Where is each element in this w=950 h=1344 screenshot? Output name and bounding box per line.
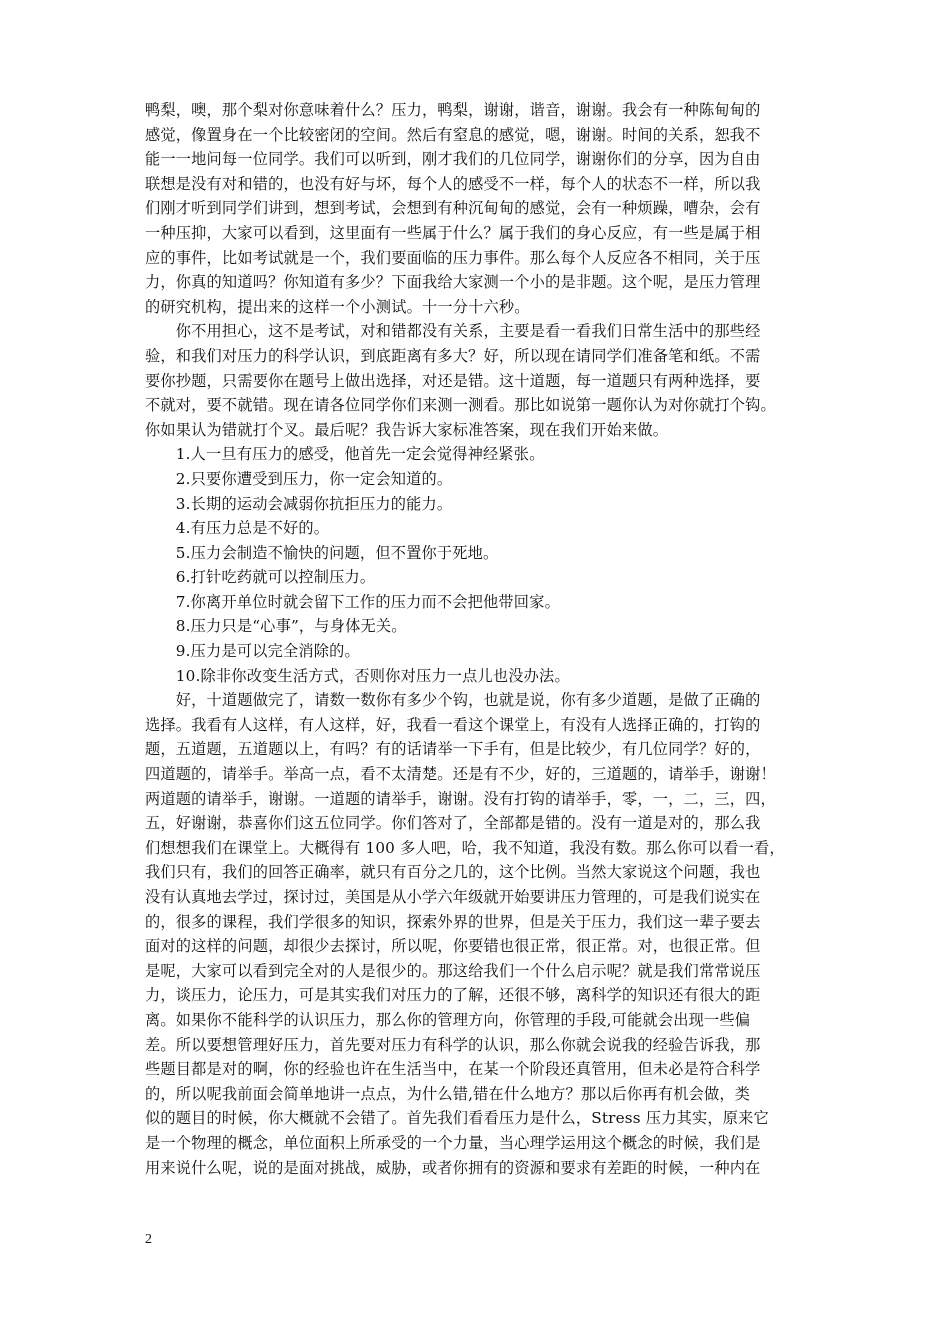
page-number: 2 (145, 1232, 152, 1247)
text-line: 是呢，大家可以看到完全对的人是很少的。那这给我们一个什么启示呢？就是我们常常说压 (145, 961, 761, 980)
text-line: 力，谈压力，论压力，可是其实我们对压力的了解，还很不够，离科学的知识还有很大的距 (145, 986, 761, 1005)
text-line: 4.有压力总是不好的。 (145, 519, 330, 538)
text-line: 的，所以呢我前面会简单地讲一点点，为什么错,错在什么地方？那以后你再有机会做，类 (145, 1084, 751, 1103)
text-line: 的研究机构，提出来的这样一个小测试。十一分十六秒。 (145, 297, 530, 316)
text-line: 一种压抑，大家可以看到，这里面有一些属于什么？属于我们的身心反应，有一些是属于相 (145, 223, 761, 242)
text-line: 差。所以要想管理好压力，首先要对压力有科学的认识，那么你就会说我的经验告诉我，那 (145, 1035, 761, 1054)
text-line: 10.除非你改变生活方式，否则你对压力一点儿也没办法。 (145, 666, 570, 685)
text-line: 8.压力只是“心事”，与身体无关。 (145, 617, 407, 636)
text-line: 的，很多的课程，我们学很多的知识，探索外界的世界，但是关于压力，我们这一辈子要去 (145, 912, 761, 931)
text-line: 题，五道题，五道题以上，有吗？有的话请举一下手有，但是比较少，有几位同学？好的， (145, 740, 761, 759)
text-line: 能一一地问每一位同学。我们可以听到，刚才我们的几位同学，谢谢你们的分享，因为自由 (145, 150, 761, 169)
text-line: 没有认真地去学过，探讨过，美国是从小学六年级就开始要讲压力管理的，可是我们说实在 (145, 888, 761, 906)
text-line: 四道题的，请举手。举高一点，看不太清楚。还是有不少，好的，三道题的，请举手，谢谢！ (145, 765, 776, 784)
text-line: 应的事件，比如考试就是一个，我们要面临的压力事件。那么每个人反应各不相同，关于压 (145, 248, 761, 267)
body-text (145, 98, 825, 1180)
text-line: 好，十道题做完了，请数一数你有多少个钩，也就是说，你有多少道题，是做了正确的 (145, 691, 761, 710)
text-line: 你如果认为错就打个叉。最后呢？我告诉大家标准答案，现在我们开始来做。 (145, 420, 669, 439)
text-line: 1.人一旦有压力的感受，他首先一定会觉得神经紧张。 (145, 445, 545, 464)
text-line: 9.压力是可以完全消除的。 (145, 642, 360, 661)
text-line: 两道题的请举手，谢谢。一道题的请举手，谢谢。没有打钩的请举手，零，一，二，三，四， (145, 789, 776, 808)
text-line: 些题目都是对的啊，你的经验也许在生活当中，在某一个阶段还真管用，但未必是符合科学 (145, 1060, 761, 1079)
text-line: 用来说什么呢，说的是面对挑战，威胁，或者你拥有的资源和要求有差距的时候，一种内在 (145, 1158, 761, 1177)
text-line: 验，和我们对压力的科学认识，到底距离有多大？好，所以现在请同学们准备笔和纸。不需 (145, 346, 761, 365)
text-line: 力，你真的知道吗？你知道有多少？下面我给大家测一个小的是非题。这个呢，是压力管理 (145, 273, 761, 292)
text-line: 是一个物理的概念，单位面积上所承受的一个力量，当心理学运用这个概念的时候，我们是 (145, 1133, 761, 1152)
text-line: 6.打针吃药就可以控制压力。 (145, 568, 376, 587)
text-line: 选择。我看有人这样，有人这样，好，我看一看这个课堂上，有没有人选择正确的，打钩的 (145, 715, 761, 734)
text-line: 2.只要你遭受到压力，你一定会知道的。 (145, 469, 453, 488)
text-line: 要你抄题，只需要你在题号上做出选择，对还是错。这十道题，每一道题只有两种选择，要 (145, 371, 761, 390)
text-line: 感觉，像置身在一个比较密闭的空间。然后有窒息的感觉，嗯，谢谢。时间的关系，恕我不 (145, 125, 761, 144)
text-line: 你不用担心，这不是考试，对和错都没有关系，主要是看一看我们日常生活中的那些经 (145, 322, 761, 341)
text-line: 不就对，要不就错。现在请各位同学你们来测一测看。那比如说第一题你认为对你就打个钩。 (145, 396, 776, 415)
text-line: 7.你离开单位时就会留下工作的压力而不会把他带回家。 (145, 592, 560, 611)
text-line: 似的题目的时候，你大概就不会错了。首先我们看看压力是什么，Stress 压力其实，原来它 (145, 1109, 769, 1128)
text-line: 鸭梨，噢，那个梨对你意味着什么？压力，鸭梨，谢谢，谐音，谢谢。我会有一种陈甸甸的 (145, 101, 761, 119)
text-line: 离。如果你不能科学的认识压力，那么你的管理方向，你管理的手段,可能就会出现一些偏 (145, 1010, 751, 1029)
text-line: 3.长期的运动会减弱你抗拒压力的能力。 (145, 494, 453, 513)
text-line: 我们只有，我们的回答正确率，就只有百分之几的，这个比例。当然大家说这个问题，我也 (145, 863, 761, 882)
text-line: 们想想我们在课堂上。大概得有 100 多人吧，哈，我不知道，我没有数。那么你可以看一看， (145, 838, 785, 857)
text-line: 联想是没有对和错的，也没有好与坏，每个人的感受不一样，每个人的状态不一样，所以我 (145, 174, 761, 193)
text-line: 五，好谢谢，恭喜你们这五位同学。你们答对了，全部都是错的。没有一道是对的，那么我 (145, 814, 761, 833)
text-line: 们刚才听到同学们讲到，想到考试，会想到有种沉甸甸的感觉，会有一种烦躁，嘈杂，会有 (145, 199, 761, 218)
text-line: 面对的这样的问题，却很少去探讨，所以呢，你要错也很正常，很正常。对，也很正常。但 (145, 937, 761, 956)
text-line: 5.压力会制造不愉快的问题，但不置你于死地。 (145, 543, 499, 562)
